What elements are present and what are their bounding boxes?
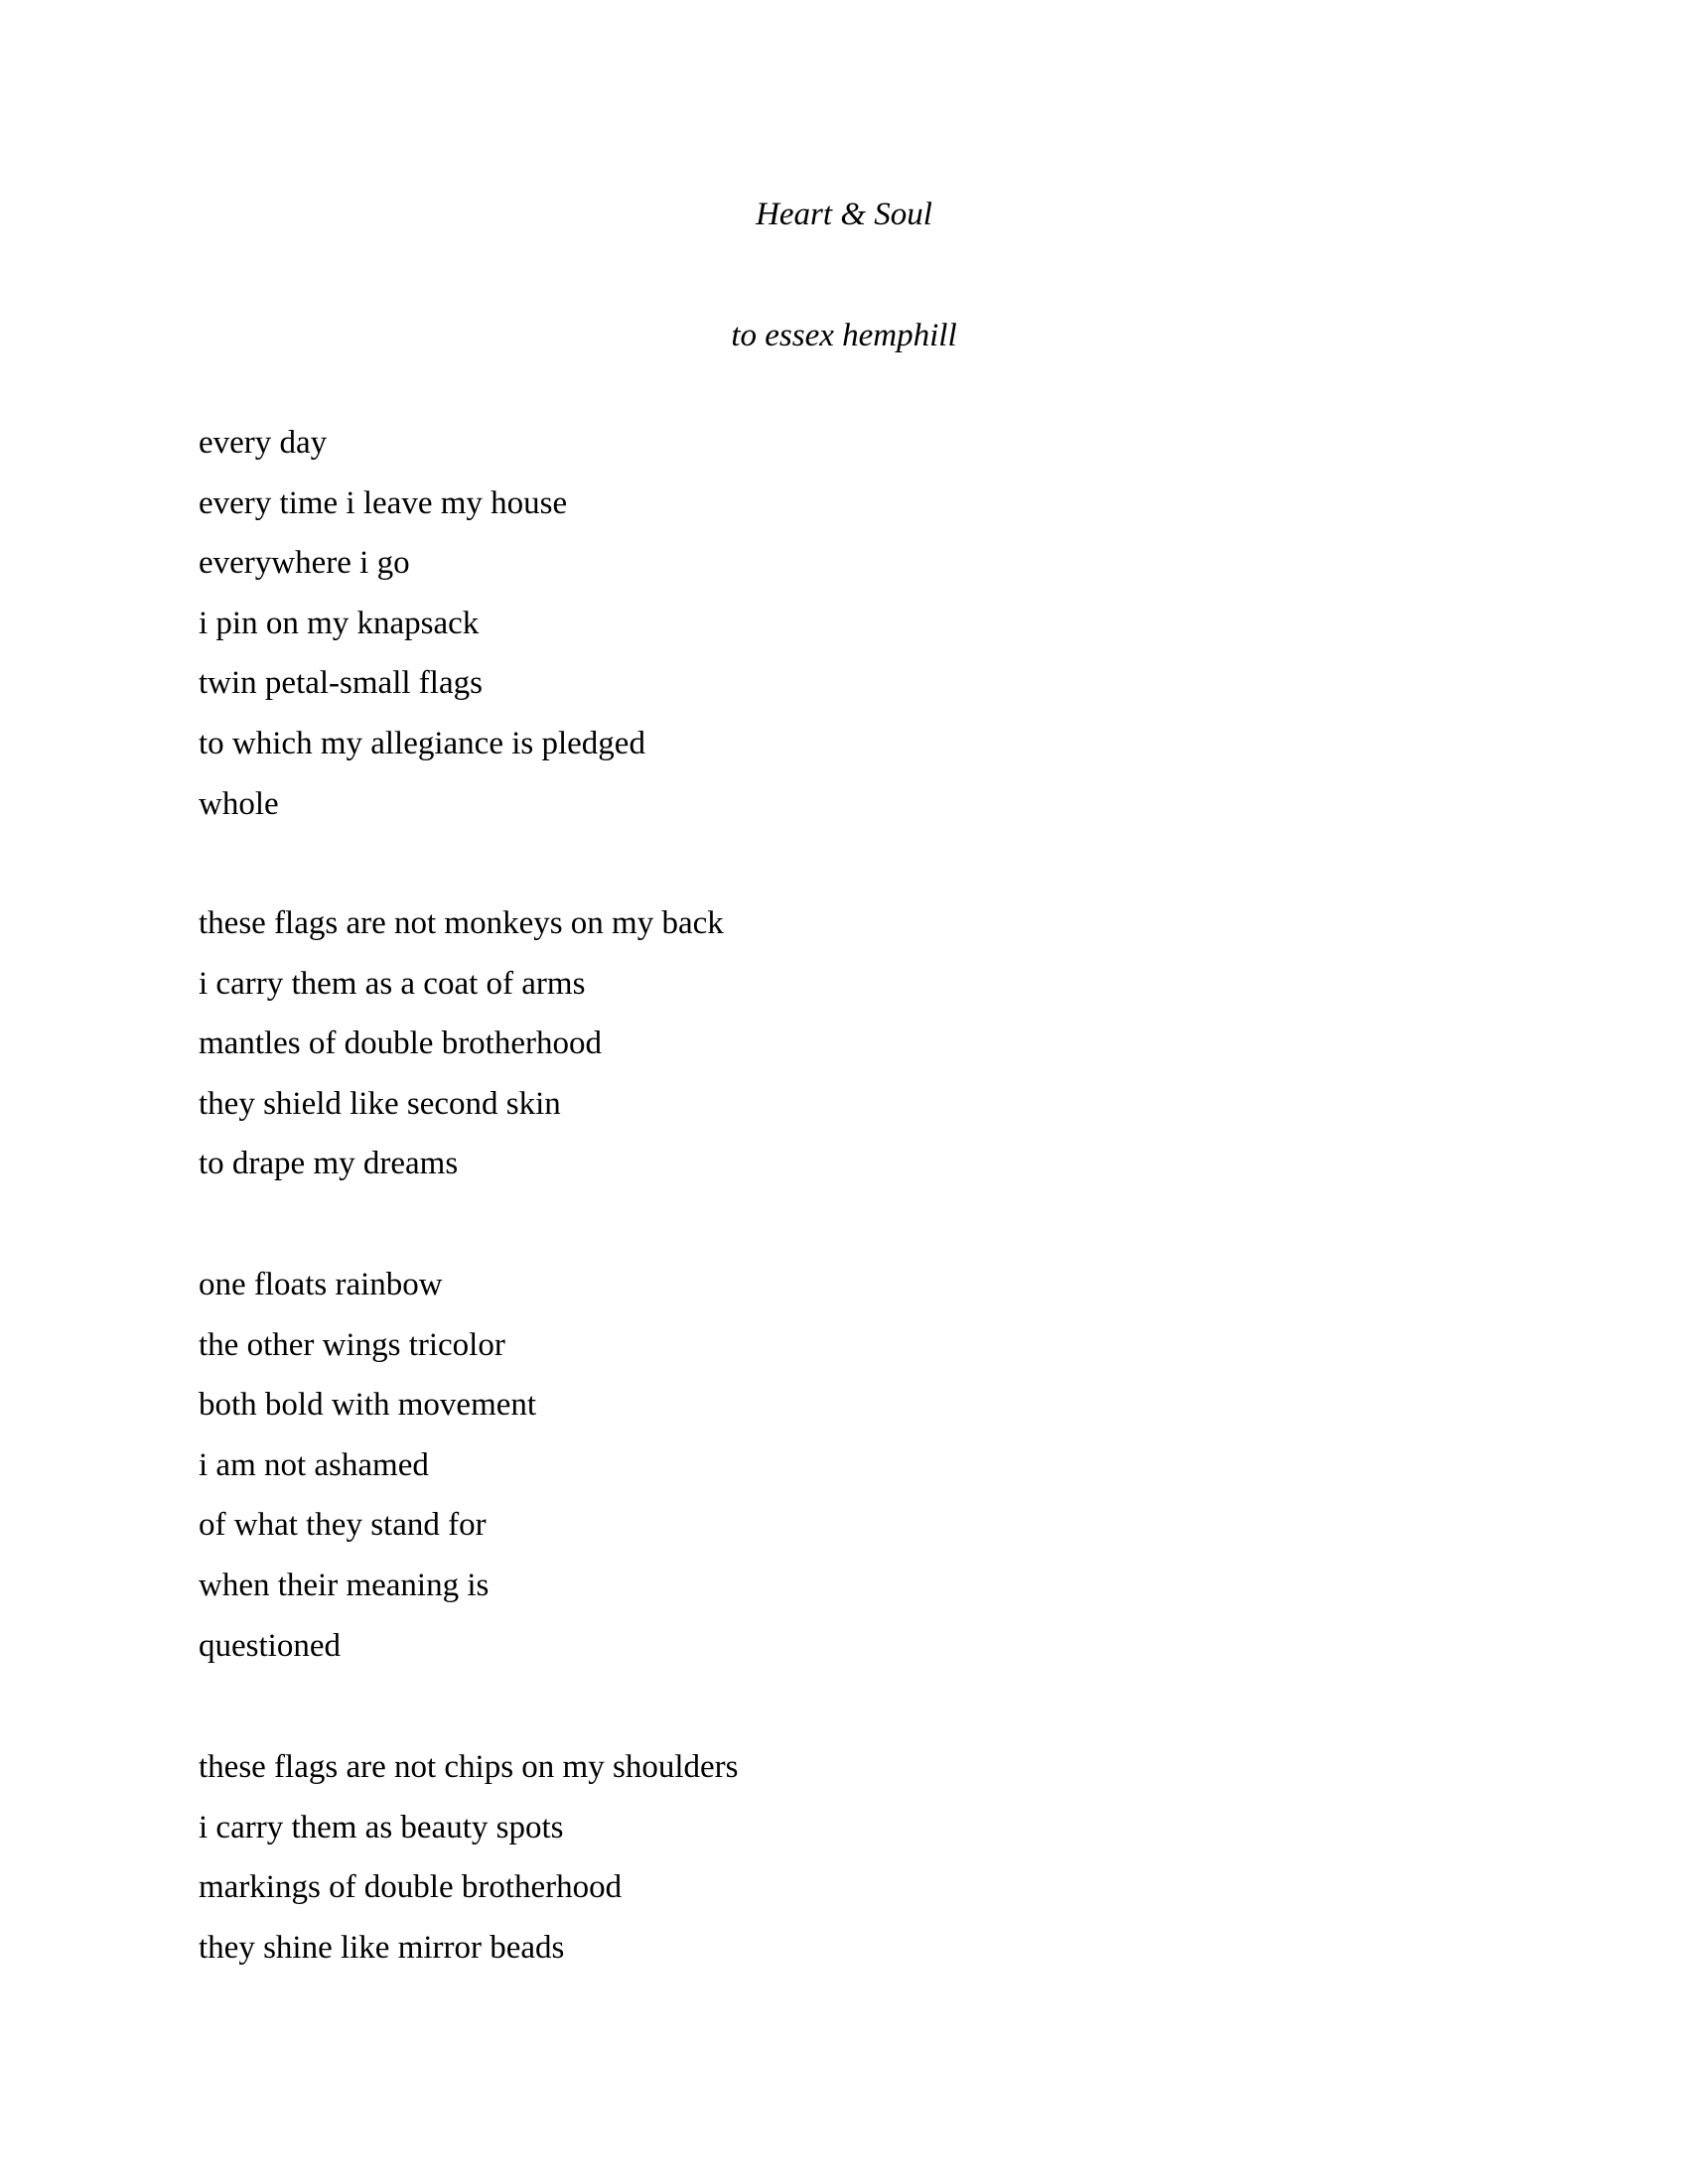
poem-title: Heart & Soul bbox=[756, 197, 932, 232]
poem-line: every time i leave my house bbox=[199, 484, 568, 521]
poem-line: every day bbox=[199, 425, 328, 461]
stanza-3 bbox=[199, 1255, 536, 1676]
stanza-2 bbox=[199, 893, 724, 1194]
poem-line: questioned bbox=[199, 1627, 341, 1664]
poem-line: when their meaning is bbox=[199, 1567, 490, 1603]
poem-line: mantles of double brotherhood bbox=[199, 1025, 602, 1062]
poem-line: to drape my dreams bbox=[199, 1146, 459, 1182]
poem-line: i carry them as a coat of arms bbox=[199, 965, 586, 1002]
poem-line: of what they stand for bbox=[199, 1507, 487, 1544]
stanza-1 bbox=[199, 413, 645, 834]
poem-line: they shine like mirror beads bbox=[199, 1929, 565, 1966]
poem-line: one floats rainbow bbox=[199, 1267, 443, 1302]
poem-line: i carry them as beauty spots bbox=[199, 1809, 564, 1845]
stanza-4 bbox=[199, 1737, 738, 1978]
poem-dedication: to essex hemphill bbox=[731, 318, 957, 353]
poem-line: whole bbox=[199, 785, 279, 822]
poem-line: these flags are not chips on my shoulders bbox=[199, 1749, 739, 1785]
poem-line: both bold with movement bbox=[199, 1387, 537, 1424]
poem-line: to which my allegiance is pledged bbox=[199, 725, 645, 761]
poem-line: the other wings tricolor bbox=[199, 1326, 505, 1363]
poem-line: they shield like second skin bbox=[199, 1085, 561, 1122]
poem-line: twin petal-small flags bbox=[199, 665, 483, 702]
poem-line: everywhere i go bbox=[199, 545, 410, 582]
poem-line: markings of double brotherhood bbox=[199, 1869, 623, 1906]
poem-line: these flags are not monkeys on my back bbox=[199, 905, 724, 941]
poem-line: i pin on my knapsack bbox=[199, 605, 480, 641]
poem-line: i am not ashamed bbox=[199, 1446, 429, 1483]
